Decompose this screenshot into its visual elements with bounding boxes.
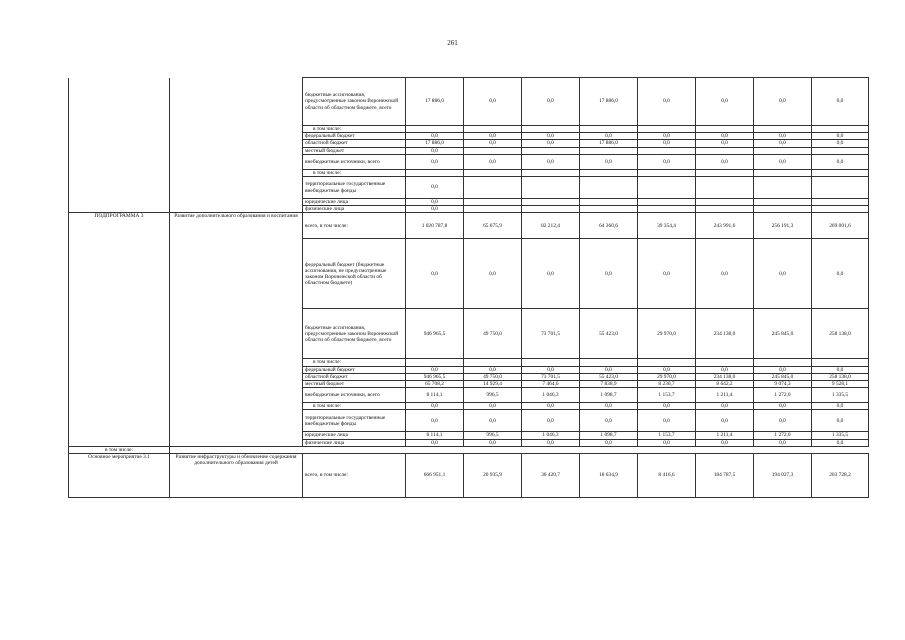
value-cell — [522, 177, 580, 199]
value-cell: 8 642,2 — [696, 381, 754, 388]
value-cell — [812, 126, 869, 133]
value-cell — [464, 199, 522, 206]
value-cell — [812, 169, 869, 176]
row-label: в том числе: — [303, 126, 406, 133]
value-cell — [522, 147, 580, 154]
value-cell: 0,0 — [580, 239, 638, 309]
row-label: местный бюджет — [303, 147, 406, 154]
value-cell — [812, 147, 869, 154]
value-cell: 0,0 — [464, 78, 522, 126]
value-cell: 0,0 — [638, 239, 696, 309]
value-cell: 55 423,0 — [580, 309, 638, 359]
value-cell: 0,0 — [754, 154, 812, 169]
value-cell: 0,0 — [522, 403, 580, 410]
value-cell: 9 074,3 — [754, 381, 812, 388]
value-cell — [522, 126, 580, 133]
value-cell: 0,0 — [696, 239, 754, 309]
value-cell: 1 272,0 — [754, 388, 812, 403]
row-label: внебюджетные источники, всего — [303, 154, 406, 169]
value-cell: 65 675,9 — [464, 213, 522, 239]
value-cell: 14 929,4 — [464, 381, 522, 388]
value-cell: 0,0 — [522, 154, 580, 169]
code-cell — [69, 78, 170, 213]
value-cell: 0,0 — [406, 199, 464, 206]
value-cell: 0,0 — [580, 366, 638, 373]
value-cell: 18 634,9 — [580, 454, 638, 498]
value-cell — [754, 359, 812, 366]
value-cell — [638, 359, 696, 366]
value-cell — [638, 169, 696, 176]
value-cell: 1 335,5 — [812, 432, 869, 439]
row-label: территориальные государственные внебюджетные фонды — [303, 177, 406, 199]
value-cell: 234 138,0 — [696, 309, 754, 359]
row-label: внебюджетные источники, всего — [303, 388, 406, 403]
value-cell — [406, 126, 464, 133]
value-cell — [754, 147, 812, 154]
value-cell — [464, 169, 522, 176]
value-cell — [696, 147, 754, 154]
value-cell: 0,0 — [638, 366, 696, 373]
value-cell: 0,0 — [754, 410, 812, 432]
value-cell: 29 970,0 — [638, 373, 696, 380]
value-cell: 73 701,5 — [522, 373, 580, 380]
row-label: бюджетные ассигнования, предусмотренные законом Воронежской области об областном бюджете, всего — [303, 309, 406, 359]
value-cell — [638, 177, 696, 199]
value-cell: 0,0 — [696, 403, 754, 410]
value-cell: 0,0 — [754, 133, 812, 140]
value-cell: 0,0 — [580, 133, 638, 140]
value-cell — [638, 147, 696, 154]
value-cell: 269 001,6 — [812, 213, 869, 239]
value-cell: 0,0 — [696, 154, 754, 169]
value-cell — [464, 359, 522, 366]
value-cell: 0,0 — [464, 239, 522, 309]
value-cell — [696, 199, 754, 206]
value-cell: 0,0 — [754, 239, 812, 309]
value-cell: 0,0 — [406, 439, 464, 446]
row-label: местный бюджет — [303, 381, 406, 388]
value-cell: 996,5 — [464, 388, 522, 403]
table-row — [69, 78, 869, 126]
row-label: физические лица — [303, 206, 406, 213]
value-cell — [812, 177, 869, 199]
value-cell: 73 701,5 — [522, 309, 580, 359]
value-cell: 0,0 — [406, 366, 464, 373]
value-cell: 0,0 — [812, 78, 869, 126]
table-row — [69, 446, 869, 453]
value-cell: 0,0 — [580, 403, 638, 410]
value-cell — [522, 206, 580, 213]
value-cell: 17 886,0 — [580, 140, 638, 147]
row-label: федеральный бюджет — [303, 133, 406, 140]
value-cell: 0,0 — [812, 403, 869, 410]
value-cell: 0,0 — [812, 140, 869, 147]
value-cell — [580, 169, 638, 176]
value-cell: 0,0 — [522, 439, 580, 446]
value-cell — [638, 126, 696, 133]
row-label: юридические лица — [303, 199, 406, 206]
value-cell: 996,5 — [464, 432, 522, 439]
page-number: 261 — [447, 39, 458, 47]
value-cell: 0,0 — [696, 140, 754, 147]
main-event-name: Развитие инфраструктуры и обновление содержания дополнительного образования детей — [170, 454, 303, 498]
subprogram-code: ПОДПРОГРАММА 3 — [69, 213, 170, 446]
value-cell — [464, 147, 522, 154]
row-label: в том числе: — [303, 169, 406, 176]
value-cell: 0,0 — [812, 154, 869, 169]
value-cell: 258 138,0 — [812, 309, 869, 359]
value-cell: 65 708,2 — [406, 381, 464, 388]
row-label: всего, в том числе: — [303, 213, 406, 239]
value-cell — [754, 169, 812, 176]
row-label: физические лица — [303, 439, 406, 446]
value-cell: 17 886,0 — [580, 78, 638, 126]
value-cell — [522, 359, 580, 366]
value-cell: 1 098,7 — [580, 388, 638, 403]
value-cell: 0,0 — [638, 154, 696, 169]
value-cell: 0,0 — [464, 410, 522, 432]
value-cell: 0,0 — [638, 133, 696, 140]
value-cell — [812, 359, 869, 366]
value-cell: 1 153,7 — [638, 388, 696, 403]
value-cell: 245 845,0 — [754, 309, 812, 359]
value-cell: 17 886,0 — [406, 78, 464, 126]
value-cell — [638, 206, 696, 213]
value-cell — [638, 199, 696, 206]
value-cell: 8 114,1 — [406, 388, 464, 403]
value-cell: 0,0 — [812, 410, 869, 432]
value-cell: 0,0 — [522, 78, 580, 126]
value-cell: 8 114,1 — [406, 432, 464, 439]
value-cell: 0,0 — [638, 439, 696, 446]
value-cell: 0,0 — [696, 439, 754, 446]
blank-cell — [170, 446, 869, 453]
subprogram-name: Развитие дополнительного образования и воспитания — [170, 213, 303, 446]
value-cell: 0,0 — [638, 78, 696, 126]
value-cell: 0,0 — [696, 78, 754, 126]
value-cell — [464, 177, 522, 199]
row-label: всего, в том числе: — [303, 454, 406, 498]
value-cell — [754, 126, 812, 133]
value-cell — [754, 206, 812, 213]
value-cell: 49 750,0 — [464, 309, 522, 359]
value-cell: 258 138,0 — [812, 373, 869, 380]
value-cell: 1 211,4 — [696, 432, 754, 439]
value-cell — [406, 359, 464, 366]
value-cell: 0,0 — [522, 140, 580, 147]
value-cell: 0,0 — [406, 410, 464, 432]
value-cell: 245 845,0 — [754, 373, 812, 380]
value-cell: 0,0 — [522, 366, 580, 373]
row-label: территориальные государственные внебюджетные фонды — [303, 410, 406, 432]
value-cell — [696, 177, 754, 199]
table-row — [69, 454, 869, 498]
value-cell: 0,0 — [464, 154, 522, 169]
value-cell: 17 886,0 — [406, 140, 464, 147]
value-cell: 1 098,7 — [580, 432, 638, 439]
value-cell: 82 212,4 — [522, 213, 580, 239]
value-cell: 0,0 — [406, 206, 464, 213]
value-cell: 0,0 — [406, 177, 464, 199]
value-cell: 49 750,0 — [464, 373, 522, 380]
name-cell — [170, 78, 303, 213]
row-label: федеральный бюджет — [303, 366, 406, 373]
value-cell: 0,0 — [638, 410, 696, 432]
value-cell: 0,0 — [580, 410, 638, 432]
value-cell — [580, 147, 638, 154]
value-cell: 0,0 — [754, 439, 812, 446]
value-cell: 0,0 — [464, 439, 522, 446]
value-cell: 946 965,5 — [406, 309, 464, 359]
value-cell: 39 354,4 — [638, 213, 696, 239]
value-cell: 1 046,3 — [522, 388, 580, 403]
value-cell — [580, 199, 638, 206]
value-cell — [696, 206, 754, 213]
value-cell: 0,0 — [812, 366, 869, 373]
row-label: в том числе: — [303, 403, 406, 410]
value-cell: 946 965,5 — [406, 373, 464, 380]
value-cell: 203 728,2 — [812, 454, 869, 498]
value-cell: 1 335,5 — [812, 388, 869, 403]
value-cell: 0,0 — [522, 133, 580, 140]
row-label: федеральный бюджет (бюджетные ассигнования, не предусмотренные законом Воронежской области об областном бюджете) — [303, 239, 406, 309]
value-cell: 0,0 — [754, 403, 812, 410]
value-cell: 0,0 — [580, 439, 638, 446]
value-cell — [812, 206, 869, 213]
value-cell: 1 272,0 — [754, 432, 812, 439]
value-cell: 1 046,3 — [522, 432, 580, 439]
row-label: областной бюджет — [303, 373, 406, 380]
value-cell: 0,0 — [406, 239, 464, 309]
value-cell: 1 211,4 — [696, 388, 754, 403]
value-cell: 1 153,7 — [638, 432, 696, 439]
value-cell: 0,0 — [754, 366, 812, 373]
value-cell — [580, 359, 638, 366]
value-cell: 0,0 — [638, 403, 696, 410]
in-that-number-label: в том числе: — [69, 446, 170, 453]
value-cell: 234 138,0 — [696, 373, 754, 380]
value-cell: 20 935,9 — [464, 454, 522, 498]
value-cell: 0,0 — [522, 239, 580, 309]
value-cell — [406, 169, 464, 176]
value-cell — [812, 199, 869, 206]
value-cell: 0,0 — [464, 366, 522, 373]
value-cell — [522, 199, 580, 206]
value-cell: 0,0 — [464, 403, 522, 410]
value-cell: 0,0 — [580, 154, 638, 169]
value-cell: 29 970,0 — [638, 309, 696, 359]
value-cell: 666 951,1 — [406, 454, 464, 498]
value-cell: 36 420,7 — [522, 454, 580, 498]
value-cell: 64 360,6 — [580, 213, 638, 239]
value-cell — [522, 169, 580, 176]
value-cell: 0,0 — [406, 403, 464, 410]
value-cell: 0,0 — [812, 239, 869, 309]
value-cell: 0,0 — [696, 133, 754, 140]
row-label: в том числе: — [303, 359, 406, 366]
value-cell: 184 787,5 — [696, 454, 754, 498]
value-cell: 256 191,3 — [754, 213, 812, 239]
value-cell — [580, 177, 638, 199]
main-event-code: Основное мероприятие 3.1 — [69, 454, 170, 498]
value-cell — [464, 206, 522, 213]
value-cell: 7 464,6 — [522, 381, 580, 388]
value-cell — [696, 359, 754, 366]
value-cell — [580, 206, 638, 213]
value-cell: 8 230,7 — [638, 381, 696, 388]
value-cell: 0,0 — [522, 410, 580, 432]
value-cell: 1 020 787,8 — [406, 213, 464, 239]
value-cell: 0,0 — [696, 366, 754, 373]
value-cell: 0,0 — [696, 410, 754, 432]
table-row — [69, 213, 869, 239]
value-cell: 0,0 — [406, 147, 464, 154]
value-cell: 0,0 — [754, 78, 812, 126]
value-cell: 0,0 — [812, 133, 869, 140]
value-cell: 0,0 — [464, 133, 522, 140]
value-cell: 194 027,3 — [754, 454, 812, 498]
value-cell — [464, 126, 522, 133]
value-cell: 243 991,6 — [696, 213, 754, 239]
value-cell: 55 423,0 — [580, 373, 638, 380]
value-cell: 9 528,1 — [812, 381, 869, 388]
value-cell — [754, 177, 812, 199]
row-label: юридические лица — [303, 432, 406, 439]
row-label: бюджетные ассигнования, предусмотренные законом Воронежской области об областном бюджете, всего — [303, 78, 406, 126]
value-cell: 0,0 — [464, 140, 522, 147]
value-cell: 0,0 — [406, 133, 464, 140]
value-cell: 0,0 — [638, 140, 696, 147]
value-cell — [754, 199, 812, 206]
value-cell: 0,0 — [754, 140, 812, 147]
value-cell: 7 838,9 — [580, 381, 638, 388]
value-cell — [696, 126, 754, 133]
value-cell — [696, 169, 754, 176]
value-cell: 0,0 — [812, 439, 869, 446]
row-label: областной бюджет — [303, 140, 406, 147]
budget-table — [68, 77, 869, 498]
value-cell: 8 416,6 — [638, 454, 696, 498]
value-cell — [580, 126, 638, 133]
value-cell: 0,0 — [406, 154, 464, 169]
